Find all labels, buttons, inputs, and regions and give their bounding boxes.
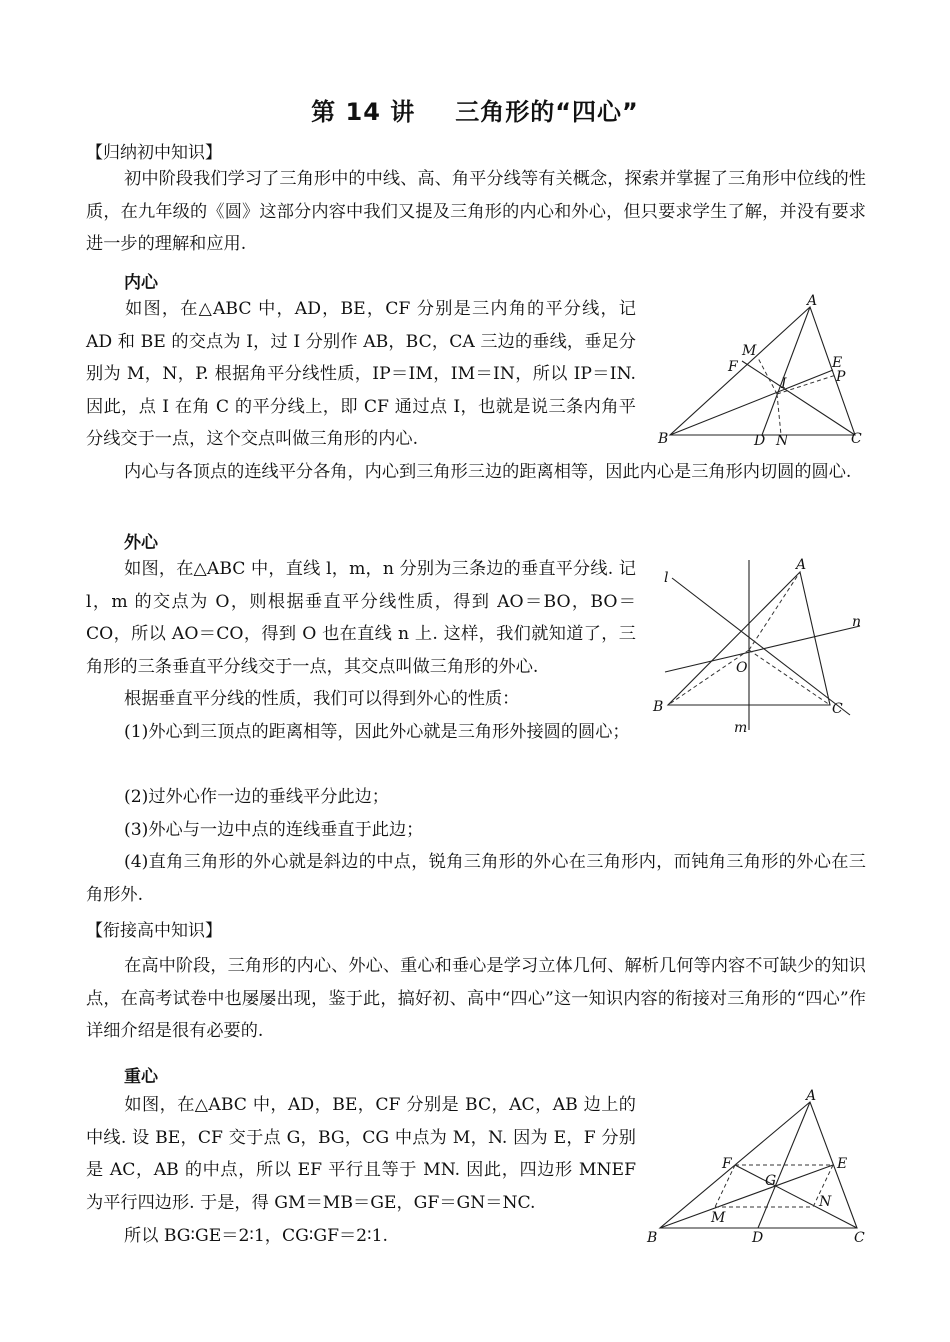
incenter-triangle (670, 307, 855, 435)
perpendicular-in (777, 394, 781, 435)
label-a: A (807, 293, 818, 309)
circumcenter-item-1: (1)外心到三顶点的距离相等，因此外心就是三角形外接圆的圆心； (124, 722, 630, 742)
label-n-line: n (852, 614, 862, 630)
label-l: l (664, 570, 669, 586)
label-p: P (836, 369, 846, 385)
label-d: D (752, 1230, 764, 1246)
circumcenter-property-intro-text: 根据垂直平分线的性质，我们可以得到外心的性质： (124, 689, 520, 709)
median-be (660, 1165, 833, 1228)
segment-co (749, 650, 830, 705)
label-a: A (796, 557, 807, 573)
label-f: F (728, 359, 738, 375)
incenter-property-paragraph (86, 456, 866, 489)
incenter-paragraph (86, 293, 636, 456)
senior-intro-paragraph (86, 950, 866, 1048)
segment-ao (749, 572, 800, 650)
label-m-line: m (734, 720, 748, 736)
centroid-heading: 重心 (124, 1067, 158, 1087)
perpendicular-im (758, 358, 777, 394)
incenter-property-text: 内心与各顶点的连线平分各角，内心到三角形三边的距离相等，因此内心是三角形内切圆的圆心. (124, 462, 852, 482)
circumcenter-item-4: (4)直角三角形的外心就是斜边的中点，锐角三角形的外心在三角形内，而钝角三角形的外心在三角形外. (86, 852, 866, 905)
centroid-ratio-paragraph (86, 1220, 636, 1253)
circumcenter-item-3: (3)外心与一边中点的连线垂直于此边； (124, 820, 424, 840)
label-m: M (742, 343, 757, 359)
label-n: N (776, 433, 789, 449)
centroid-paragraph (86, 1089, 636, 1219)
senior-intro-text: 在高中阶段，三角形的内心、外心、重心和垂心是学习立体几何、解析几何等内容不可缺少的知识点，在高考试卷中也屡屡出现，鉴于此，搞好初、高中“四心”这一知识内容的衔接对三角形的“四心”作详细介绍是很有必要的. (86, 956, 866, 1041)
label-n: N (819, 1194, 832, 1210)
centroid-figure (645, 1090, 875, 1250)
page-title (0, 92, 950, 127)
perp-bisector-l (672, 578, 850, 715)
circumcenter-figure (650, 557, 880, 740)
circumcenter-heading: 外心 (124, 533, 158, 553)
intro-paragraph (86, 163, 866, 261)
section-heading-junior: 【归纳初中知识】 (86, 143, 222, 163)
bisector-be (670, 370, 833, 435)
label-g: G (765, 1173, 777, 1189)
intro-text: 初中阶段我们学习了三角形中的中线、高、角平分线等有关概念，探索并掌握了三角形中位线的性质，在九年级的《圆》这部分内容中我们又提及三角形的内心和外心，但只要求学生了解，并没有要求进一步的理解和应用. (86, 169, 866, 254)
segment-bo (668, 650, 749, 705)
circumcenter-text: 如图，在△ABC 中，直线 l，m，n 分别为三条边的垂直平分线. 记 l，m 的交点为 O，则根据垂直平分线性质，得到 AO＝BO，BO＝CO，所以 AO＝CO，得到 O 也在直线 n 上. 这样，我们就知道了，三角形的三条垂直平分线交于一点，其交点叫做三角形的外心. (86, 559, 636, 677)
incenter-heading: 内心 (124, 273, 158, 293)
label-o: O (736, 660, 748, 676)
label-f: F (722, 1156, 732, 1172)
label-c: C (851, 431, 862, 447)
circumcenter-property-intro (86, 683, 636, 716)
label-a: A (806, 1088, 817, 1104)
label-e: E (837, 1156, 848, 1172)
label-i: I (781, 376, 787, 392)
bisector-ad (762, 307, 810, 435)
label-b: B (647, 1230, 658, 1246)
median-cf (735, 1165, 857, 1228)
label-c: C (854, 1230, 865, 1246)
label-e: E (832, 355, 843, 371)
lecture-number: 第 14 讲 (311, 98, 416, 126)
circumcenter-item-2: (2)过外心作一边的垂线平分此边； (124, 787, 389, 807)
centroid-ratio-text: 所以 BG∶GE＝2∶1，CG∶GF＝2∶1. (124, 1226, 388, 1246)
incenter-text: 如图，在△ABC 中，AD，BE，CF 分别是三内角的平分线，记 AD 和 BE 的交点为 I，过 I 分别作 AB，BC，CA 三边的垂线，垂足分别为 M，N，P. 根据角平分线性质，IP＝IM，IM＝IN，所以 IP＝IN. 因此，点 I 在角 C 的平分线上，即 CF 通过点 I，也就是说三条内角平分线交于一点，这个交点叫做三角形的内心. (86, 299, 636, 449)
label-d: D (754, 433, 766, 449)
label-m: M (711, 1210, 726, 1226)
label-b: B (658, 431, 669, 447)
incenter-figure (650, 295, 880, 455)
circumcenter-paragraph (86, 553, 636, 683)
centroid-text: 如图，在△ABC 中，AD，BE，CF 分别是 BC，AC，AB 边上的中线. 设 BE，CF 交于点 G，BG，CG 中点为 M，N. 因为 E，F 分别是 AC，AB 的中点，所以 EF 平行且等于 MN. 因此，四边形 MNEF 为平行四边形. 于是，得 GM＝MB＝GE，GF＝GN＝NC. (86, 1095, 636, 1213)
perp-bisector-n (665, 626, 860, 672)
label-c: C (832, 701, 843, 717)
section-heading-senior: 【衔接高中知识】 (86, 921, 222, 941)
lecture-topic: 三角形的“四心” (455, 98, 639, 126)
label-b: B (653, 699, 664, 715)
